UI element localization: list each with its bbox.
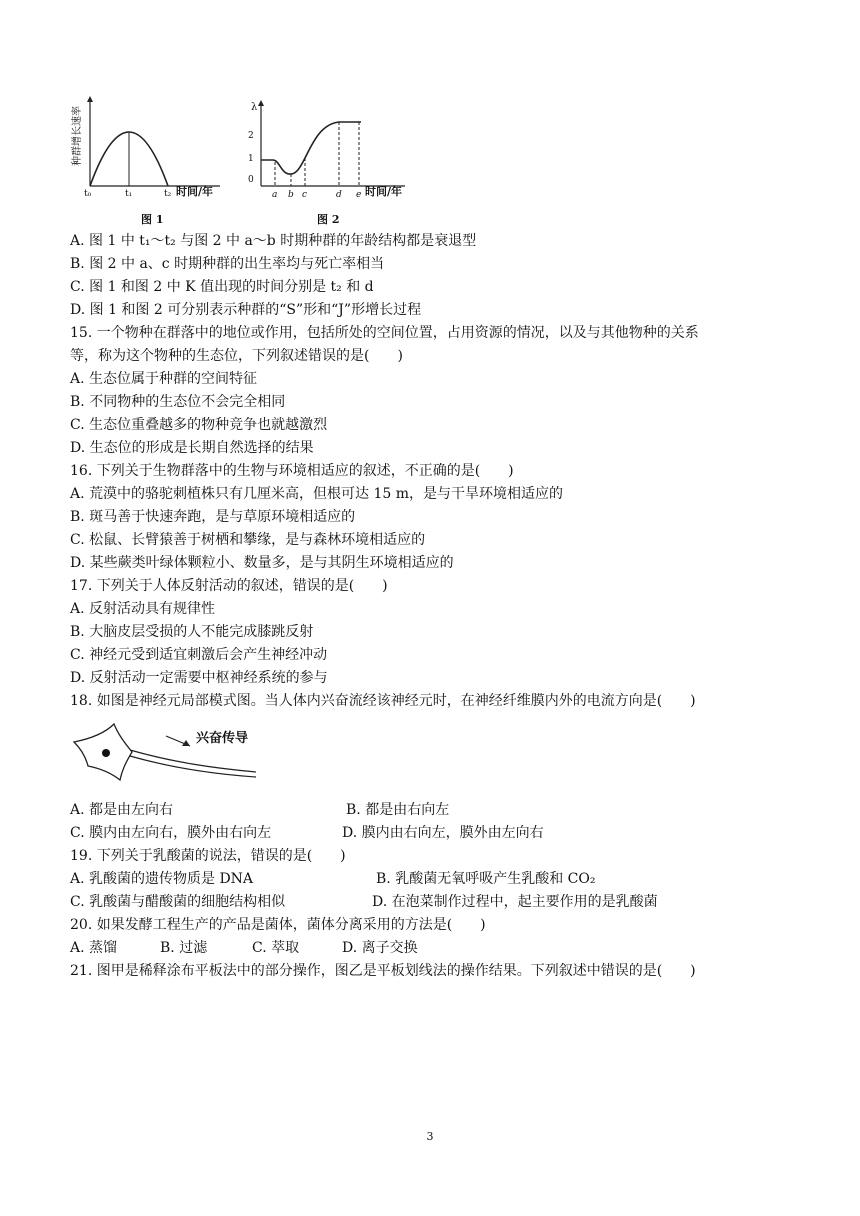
neuron-nucleus bbox=[102, 749, 110, 757]
fig2-ytick-2: 2 bbox=[248, 131, 254, 141]
q21-stem: 21. 图甲是稀释涂布平板法中的部分操作，图乙是平板划线法的操作结果。下列叙述中错误的是( ) bbox=[70, 963, 696, 979]
fig1-xlabel: 时间/年 bbox=[176, 185, 214, 198]
neuron-figure-label: 兴奋传导 bbox=[196, 731, 249, 746]
question-text bbox=[70, 230, 800, 983]
fig1-y-arrow bbox=[87, 96, 93, 102]
fig1-tick-t1: t₁ bbox=[125, 189, 133, 199]
q15-stem-line2: 等，称为这个物种的生态位，下列叙述错误的是( ) bbox=[70, 348, 403, 364]
fig2-ytick-1: 1 bbox=[248, 154, 254, 164]
q15-option-a: A. 生态位属于种群的空间特征 bbox=[70, 371, 258, 387]
q18-option-d: D. 膜内由右向左，膜外由左向右 bbox=[342, 825, 544, 841]
q20-stem: 20. 如果发酵工程生产的产品是菌体，菌体分离采用的方法是( ) bbox=[70, 917, 486, 933]
neuron-axon-lower bbox=[130, 756, 256, 777]
fig2-xlabel: 时间/年 bbox=[365, 185, 403, 198]
fig1-tick-t2: t₂ bbox=[164, 189, 172, 199]
q15-option-d: D. 生态位的形成是长期自然选择的结果 bbox=[70, 440, 314, 456]
q16-option-a: A. 荒漠中的骆驼刺植株只有几厘米高，但根可达 15 m，是与干旱环境相适应的 bbox=[70, 486, 563, 502]
fig2-ylabel: λ bbox=[251, 102, 258, 113]
q20-option-a: A. 蒸馏 bbox=[70, 940, 118, 956]
q19-stem: 19. 下列关于乳酸菌的说法，错误的是( ) bbox=[70, 848, 346, 864]
figure-1 bbox=[70, 98, 230, 198]
q17-option-a: A. 反射活动具有规律性 bbox=[70, 601, 216, 617]
q17-option-b: B. 大脑皮层受损的人不能完成膝跳反射 bbox=[70, 624, 314, 640]
q20-option-c: C. 萃取 bbox=[252, 940, 300, 956]
q17-option-c: C. 神经元受到适宜刺激后会产生神经冲动 bbox=[70, 647, 328, 663]
q19-options-row2 bbox=[70, 891, 800, 914]
fig2-tick-e: e bbox=[356, 190, 362, 200]
q20-options-row bbox=[70, 937, 800, 960]
figure-2-caption: 图 2 bbox=[317, 213, 340, 226]
figure-2 bbox=[245, 98, 415, 198]
fig2-ytick-0: 0 bbox=[248, 175, 254, 185]
fig2-tick-a: a bbox=[272, 190, 278, 200]
q15-option-b: B. 不同物种的生态位不会完全相同 bbox=[70, 394, 286, 410]
fig1-ylabel: 种群增长速率 bbox=[72, 106, 83, 166]
q16-option-b: B. 斑马善于快速奔跑，是与草原环境相适应的 bbox=[70, 509, 356, 525]
q14-option-a: A. 图 1 中 t₁～t₂ 与图 2 中 a～b 时期种群的年龄结构都是衰退型 bbox=[70, 233, 477, 249]
q16-option-c: C. 松鼠、长臂猿善于树栖和攀缘，是与森林环境相适应的 bbox=[70, 532, 426, 548]
fig2-tick-b: b bbox=[288, 190, 294, 200]
q18-option-a: A. 都是由左向右 bbox=[70, 802, 174, 818]
q14-option-b: B. 图 2 中 a、c 时期种群的出生率均与死亡率相当 bbox=[70, 256, 385, 272]
fig2-curve bbox=[261, 122, 361, 174]
q18-stem: 18. 如图是神经元局部模式图。当人体内兴奋流经该神经元时，在神经纤维膜内外的电流方向是( ) bbox=[70, 693, 696, 709]
fig2-y-arrow bbox=[258, 100, 264, 106]
q18-options-row2 bbox=[70, 822, 800, 845]
q18-option-c: C. 膜内由左向右，膜外由右向左 bbox=[70, 825, 272, 841]
fig2-tick-c: c bbox=[302, 190, 308, 200]
q20-option-b: B. 过滤 bbox=[160, 940, 208, 956]
q15-stem-line1: 15. 一个物种在群落中的地位或作用，包括所处的空间位置，占用资源的情况，以及与其他物种的关系 bbox=[70, 325, 699, 341]
page-number: 3 bbox=[426, 1130, 434, 1143]
q16-stem: 16. 下列关于生物群落中的生物与环境相适应的叙述，不正确的是( ) bbox=[70, 463, 514, 479]
figure-1-caption: 图 1 bbox=[141, 213, 164, 226]
q19-option-d: D. 在泡菜制作过程中，起主要作用的是乳酸菌 bbox=[372, 894, 658, 910]
neuron-figure bbox=[72, 722, 262, 784]
q15-option-c: C. 生态位重叠越多的物种竞争也就越激烈 bbox=[70, 417, 328, 433]
q17-stem: 17. 下列关于人体反射活动的叙述，错误的是( ) bbox=[70, 578, 388, 594]
q14-option-d: D. 图 1 和图 2 可分别表示种群的“S”形和“J”形增长过程 bbox=[70, 302, 422, 318]
fig2-tick-d: d bbox=[336, 190, 342, 200]
q19-option-c: C. 乳酸菌与醋酸菌的细胞结构相似 bbox=[70, 894, 286, 910]
q17-option-d: D. 反射活动一定需要中枢神经系统的参与 bbox=[70, 670, 328, 686]
q18-options-row1 bbox=[70, 799, 800, 822]
q19-option-a: A. 乳酸菌的遗传物质是 DNA bbox=[70, 871, 254, 887]
q14-option-c: C. 图 1 和图 2 中 K 值出现的时间分别是 t₂ 和 d bbox=[70, 279, 374, 295]
q16-option-d: D. 某些蕨类叶绿体颗粒小、数量多，是与其阴生环境相适应的 bbox=[70, 555, 454, 571]
fig1-tick-t0: t₀ bbox=[84, 189, 92, 199]
q19-options-row1 bbox=[70, 868, 800, 891]
q19-option-b: B. 乳酸菌无氧呼吸产生乳酸和 CO₂ bbox=[376, 871, 596, 887]
q20-option-d: D. 离子交换 bbox=[342, 940, 418, 956]
q18-option-b: B. 都是由右向左 bbox=[346, 802, 450, 818]
